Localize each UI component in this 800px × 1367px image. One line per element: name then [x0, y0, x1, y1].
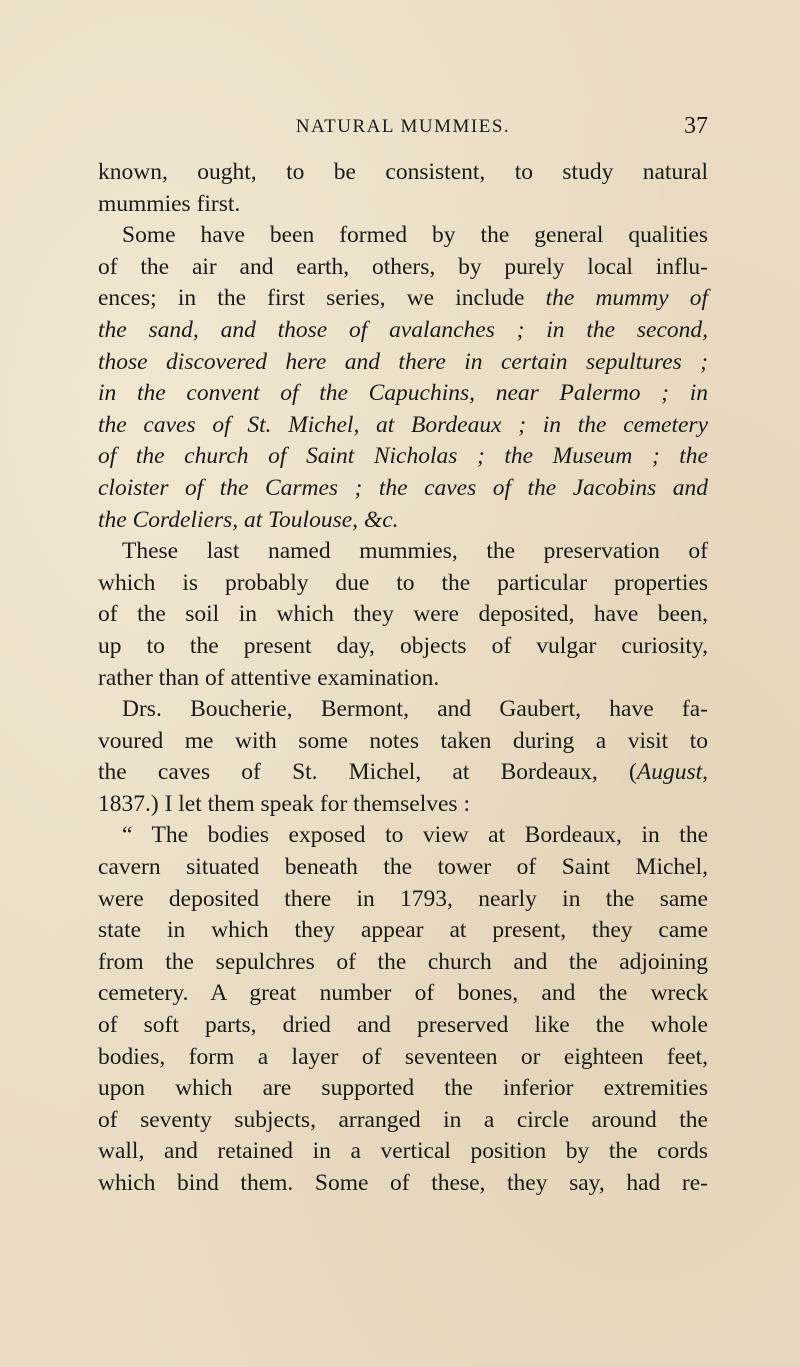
text-line [98, 441, 708, 473]
italic-text-segment: cloister of the Carmes ; the caves of the Jacobins and [98, 474, 708, 501]
text-line [98, 1105, 708, 1137]
text-segment: were deposited there in 1793, nearly in the same [98, 885, 708, 912]
text-line [98, 915, 708, 947]
italic-text-segment: the Cordeliers, at Toulouse, &c. [98, 506, 399, 533]
text-line [98, 820, 708, 852]
text-line [98, 884, 708, 916]
running-title: NATURAL MUMMIES. [295, 116, 511, 137]
text-line [98, 663, 708, 695]
text-segment: up to the present day, objects of vulgar curiosity, [98, 632, 708, 659]
text-line [98, 283, 708, 315]
italic-text-segment: the mummy of [545, 285, 708, 312]
text-segment: state in which they appear at present, they came [98, 917, 708, 944]
text-segment: which bind them. Some of these, they say, had re- [98, 1170, 708, 1196]
text-segment: upon which are supported the inferior extremities [98, 1075, 708, 1102]
text-line [98, 852, 708, 884]
text-line [98, 378, 708, 410]
text-segment: “ The bodies exposed to view at Bordeaux, in the [122, 822, 708, 849]
text-line [98, 157, 708, 189]
text-segment: mummies first. [98, 190, 241, 217]
text-line [98, 347, 708, 379]
text-line [98, 599, 708, 631]
text-line [98, 536, 708, 568]
text-line [98, 631, 708, 663]
text-line [98, 1073, 708, 1105]
text-line [98, 1168, 708, 1200]
text-segment: of seventy subjects, arranged in a circle around the [98, 1106, 708, 1133]
text-segment: rather than of attentive examination. [98, 664, 440, 691]
text-line [98, 410, 708, 442]
text-line [98, 947, 708, 979]
text-line [98, 757, 708, 789]
italic-text-segment: August, [636, 759, 708, 786]
text-line [98, 694, 708, 726]
text-line [98, 789, 708, 821]
italic-text-segment: the caves of St. Michel, at Bordeaux ; in the cemetery [98, 411, 708, 438]
text-segment: 1837.) I let them speak for themselves : [98, 790, 470, 817]
text-segment: ences; in the first series, we include [98, 285, 546, 312]
running-head [98, 114, 708, 138]
text-segment: which is probably due to the particular properties [98, 569, 708, 596]
text-segment: cavern situated beneath the tower of Saint Michel, [98, 854, 708, 881]
text-segment: cemetery. A great number of bones, and the wreck [98, 980, 708, 1007]
page-number: 37 [684, 113, 708, 139]
text-line [98, 473, 708, 505]
text-segment: of soft parts, dried and preserved like the whole [98, 1012, 708, 1039]
text-line [98, 1136, 708, 1168]
text-segment: of the air and earth, others, by purely local influ- [98, 253, 708, 280]
italic-text-segment: those discovered here and there in certain sepultures ; [98, 348, 708, 375]
text-segment: known, ought, to be consistent, to study natural [98, 159, 708, 185]
italic-text-segment: the sand, and those of avalanches ; in the second, [98, 316, 708, 343]
text-segment: of the soil in which they were deposited, have been, [98, 601, 708, 628]
text-segment: bodies, form a layer of seventeen or eighteen feet, [98, 1043, 708, 1070]
text-line [98, 1042, 708, 1074]
text-line [98, 1010, 708, 1042]
text-line [98, 220, 708, 252]
text-line [98, 726, 708, 758]
text-segment: Some have been formed by the general qualities [122, 222, 708, 249]
text-line [98, 189, 708, 221]
text-segment: Drs. Boucherie, Bermont, and Gaubert, have fa- [122, 696, 708, 723]
text-segment: wall, and retained in a vertical position by the cords [98, 1138, 708, 1165]
text-segment: from the sepulchres of the church and the adjoining [98, 948, 708, 975]
text-segment: These last named mummies, the preservation of [122, 538, 708, 565]
text-line [98, 315, 708, 347]
italic-text-segment: in the convent of the Capuchins, near Palermo ; in [98, 380, 708, 407]
text-line [98, 978, 708, 1010]
text-segment: the caves of St. Michel, at Bordeaux, ( [98, 759, 637, 786]
body-text [98, 157, 708, 1200]
text-line [98, 252, 708, 284]
text-line [98, 568, 708, 600]
text-segment: voured me with some notes taken during a visit to [98, 727, 708, 754]
text-line [98, 505, 708, 537]
italic-text-segment: of the church of Saint Nicholas ; the Museum ; the [98, 443, 708, 470]
